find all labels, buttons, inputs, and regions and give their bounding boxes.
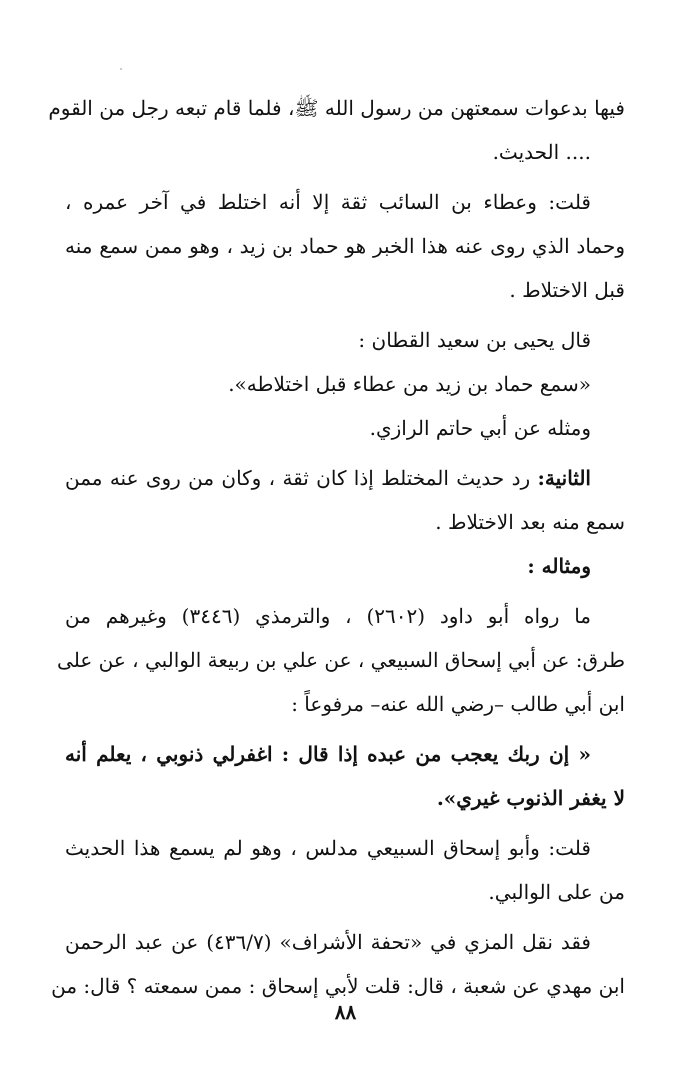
text-line: قال يحيى بن سعيد القطان : (358, 328, 591, 352)
document-body (48, 86, 625, 1008)
page-number: ٨٨ (334, 1000, 357, 1024)
hadith-text: « إن ربك يعجب من عبده إذا قال : اغفرلي ذنوبي ، يعلم أنه (65, 742, 591, 766)
text-line: وحماد الذي روى عنه هذا الخبر هو حماد بن زيد ، وهو ممن سمع منه (65, 234, 625, 258)
speck-mark (120, 68, 122, 70)
text-line: ما رواه أبو داود (٢٦٠٢) ، والترمذي (٣٤٤٦) وغيرهم من (65, 604, 592, 628)
text-line: .... الحديث. (492, 140, 591, 164)
text-line: ابن أبي طالب –رضي الله عنه– مرفوعاً : (291, 692, 625, 716)
text-line: من على الوالبي. (488, 880, 625, 904)
text-line: قلت: وعطاء بن السائب ثقة إلا أنه اختلط في آخر عمره ، (65, 190, 591, 214)
subheading: ومثاله : (527, 554, 591, 578)
text-line: «سمع حماد بن زيد من عطاء قبل اختلاطه». (228, 372, 591, 396)
text-line-labeled (65, 456, 625, 500)
text-line: رد حديث المختلط إذا كان ثقة ، وكان من روى عنه ممن (65, 466, 531, 490)
text-line: ومثله عن أبي حاتم الرازي. (369, 416, 591, 440)
text-line: فقد نقل المزي في «تحفة الأشراف» (٤٣٦/٧) عن عبد الرحمن (65, 930, 591, 954)
text-line: قلت: وأبو إسحاق السبيعي مدلس ، وهو لم يسمع هذا الحديث (65, 836, 591, 860)
text-line: ابن مهدي عن شعبة ، قال: قلت لأبي إسحاق : ممن سمعته ؟ قال: من (51, 974, 625, 998)
text-line: طرق: عن أبي إسحاق السبيعي ، عن علي بن ربيعة الوالبي ، عن على (57, 648, 625, 672)
hadith-text: لا يغفر الذنوب غيري». (436, 786, 625, 810)
section-label: الثانية: (537, 466, 591, 490)
text-line: سمع منه بعد الاختلاط . (435, 510, 625, 534)
text-line: فيها بدعوات سمعتهن من رسول الله ﷺ، فلما قام تبعه رجل من القوم (48, 96, 625, 120)
text-line: قبل الاختلاط . (509, 278, 625, 302)
